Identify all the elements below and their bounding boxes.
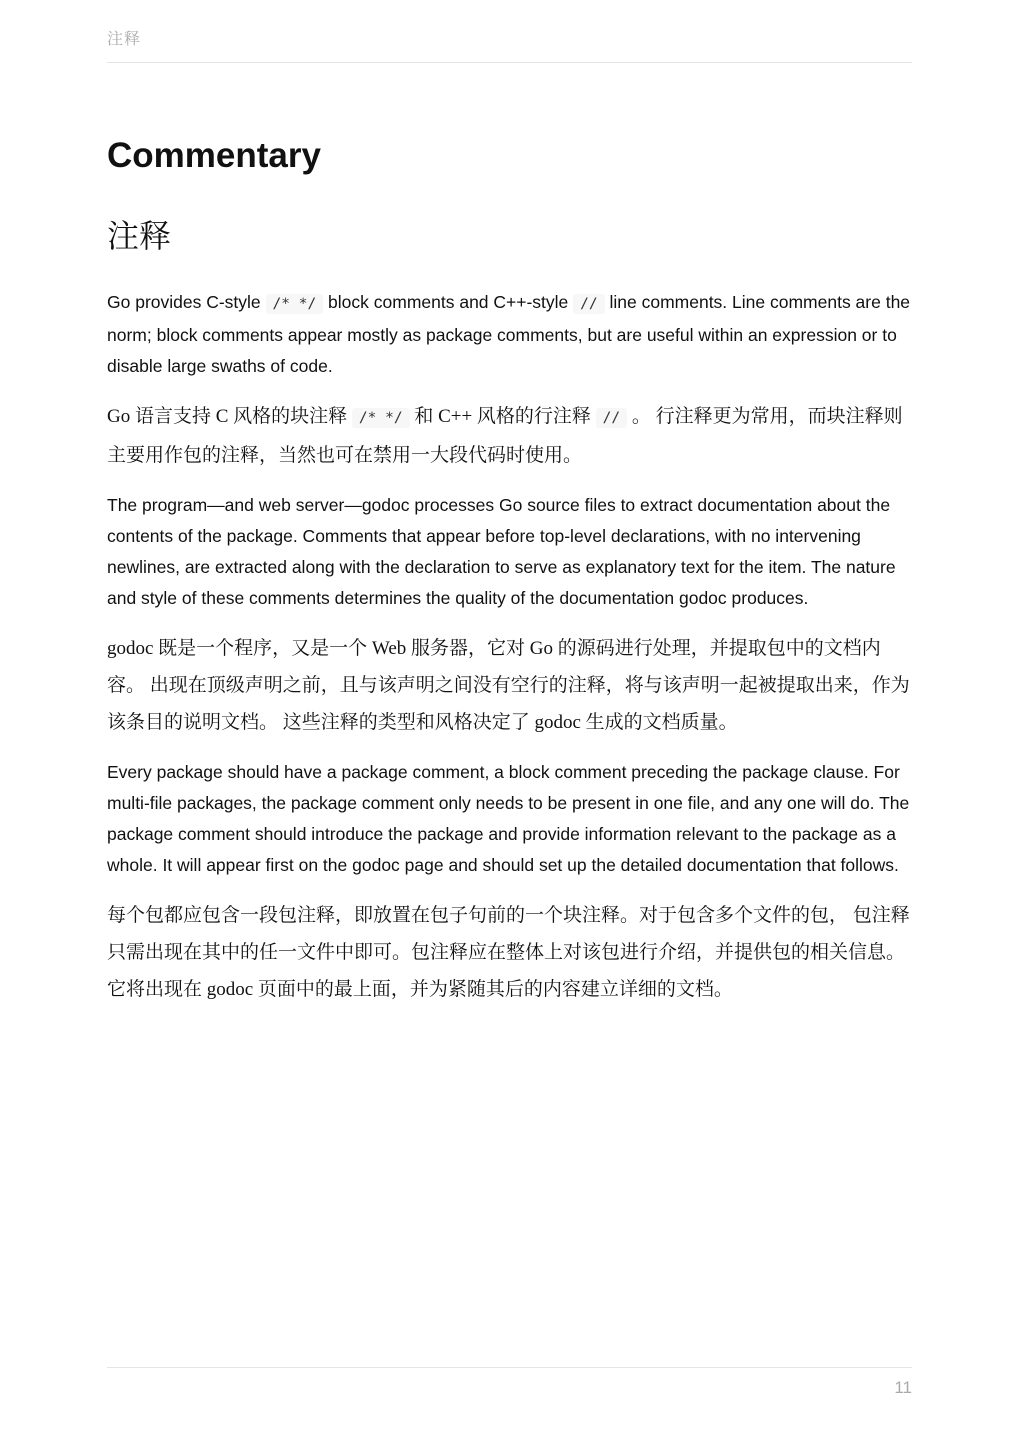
inline-code: // [596, 408, 627, 428]
paragraph-list [107, 287, 912, 1008]
paragraph-zh [107, 630, 912, 741]
paragraph-en [107, 490, 912, 614]
paragraph-text: godoc 既是一个程序，又是一个 Web 服务器，它对 Go 的源码进行处理，并提取包中的文档内容。 出现在顶级声明之前，且与该声明之间没有空行的注释，将与该声明一起被提取出来，作为该条目的说明文档。 这些注释的类型和风格决定了 godoc 生成的文档质量。 [107, 638, 910, 734]
paragraph-text: 和 C++ 风格的行注释 [409, 406, 596, 428]
inline-code: /* */ [266, 294, 324, 314]
inline-code: // [573, 294, 604, 314]
paragraph-text: 每个包都应包含一段包注释，即放置在包子句前的一个块注释。对于包含多个文件的包， 包注释只需出现在其中的任一文件中即可。包注释应在整体上对该包进行介绍，并提供包的相关信息。 它将出现在 godoc 页面中的最上面，并为紧随其后的内容建立详细的文档。 [107, 905, 910, 1001]
footer [107, 1367, 912, 1398]
paragraph-text: block comments and C++-style [323, 292, 574, 313]
paragraph-text: The program—and web server—godoc processes Go source files to extract documentation about the contents of the package. Comments that appear before top-level declarations, with no intervening newlines, are extracted along with the declaration to serve as explanatory text for the item. The nature and style of these comments determines the quality of the documentation godoc produces. [107, 495, 896, 609]
paragraph-zh [107, 398, 912, 474]
running-header: 注释 [107, 31, 142, 48]
paragraph-text: Every package should have a package comment, a block comment preceding the package clause. For multi-file packages, the package comment only needs to be present in one file, and any one will do. The package comment should introduce the package and provide information relevant to the package as a whole. It will appear first on the godoc page and should set up the detailed documentation that follows. [107, 762, 910, 876]
paragraph-en [107, 287, 912, 382]
page-subtitle: 注释 [107, 218, 172, 254]
page-number: 11 [894, 1378, 912, 1397]
paragraph-text: line comments. Line comments are the norm; block comments appear mostly as package comments, but are useful within an expression or to disable large swaths of code. [107, 292, 911, 377]
paragraph-text: Go 语言支持 C 风格的块注释 [107, 406, 352, 428]
page-title: Commentary [107, 136, 321, 175]
paragraph-text: 。 行注释更为常用，而块注释则主要用作包的注释，当然也可在禁用一大段代码时使用。 [107, 406, 903, 467]
paragraph-en [107, 757, 912, 881]
header-divider [107, 62, 912, 63]
paragraph-zh [107, 897, 912, 1008]
inline-code: /* */ [352, 408, 410, 428]
paragraph-text: Go provides C-style [107, 292, 266, 313]
